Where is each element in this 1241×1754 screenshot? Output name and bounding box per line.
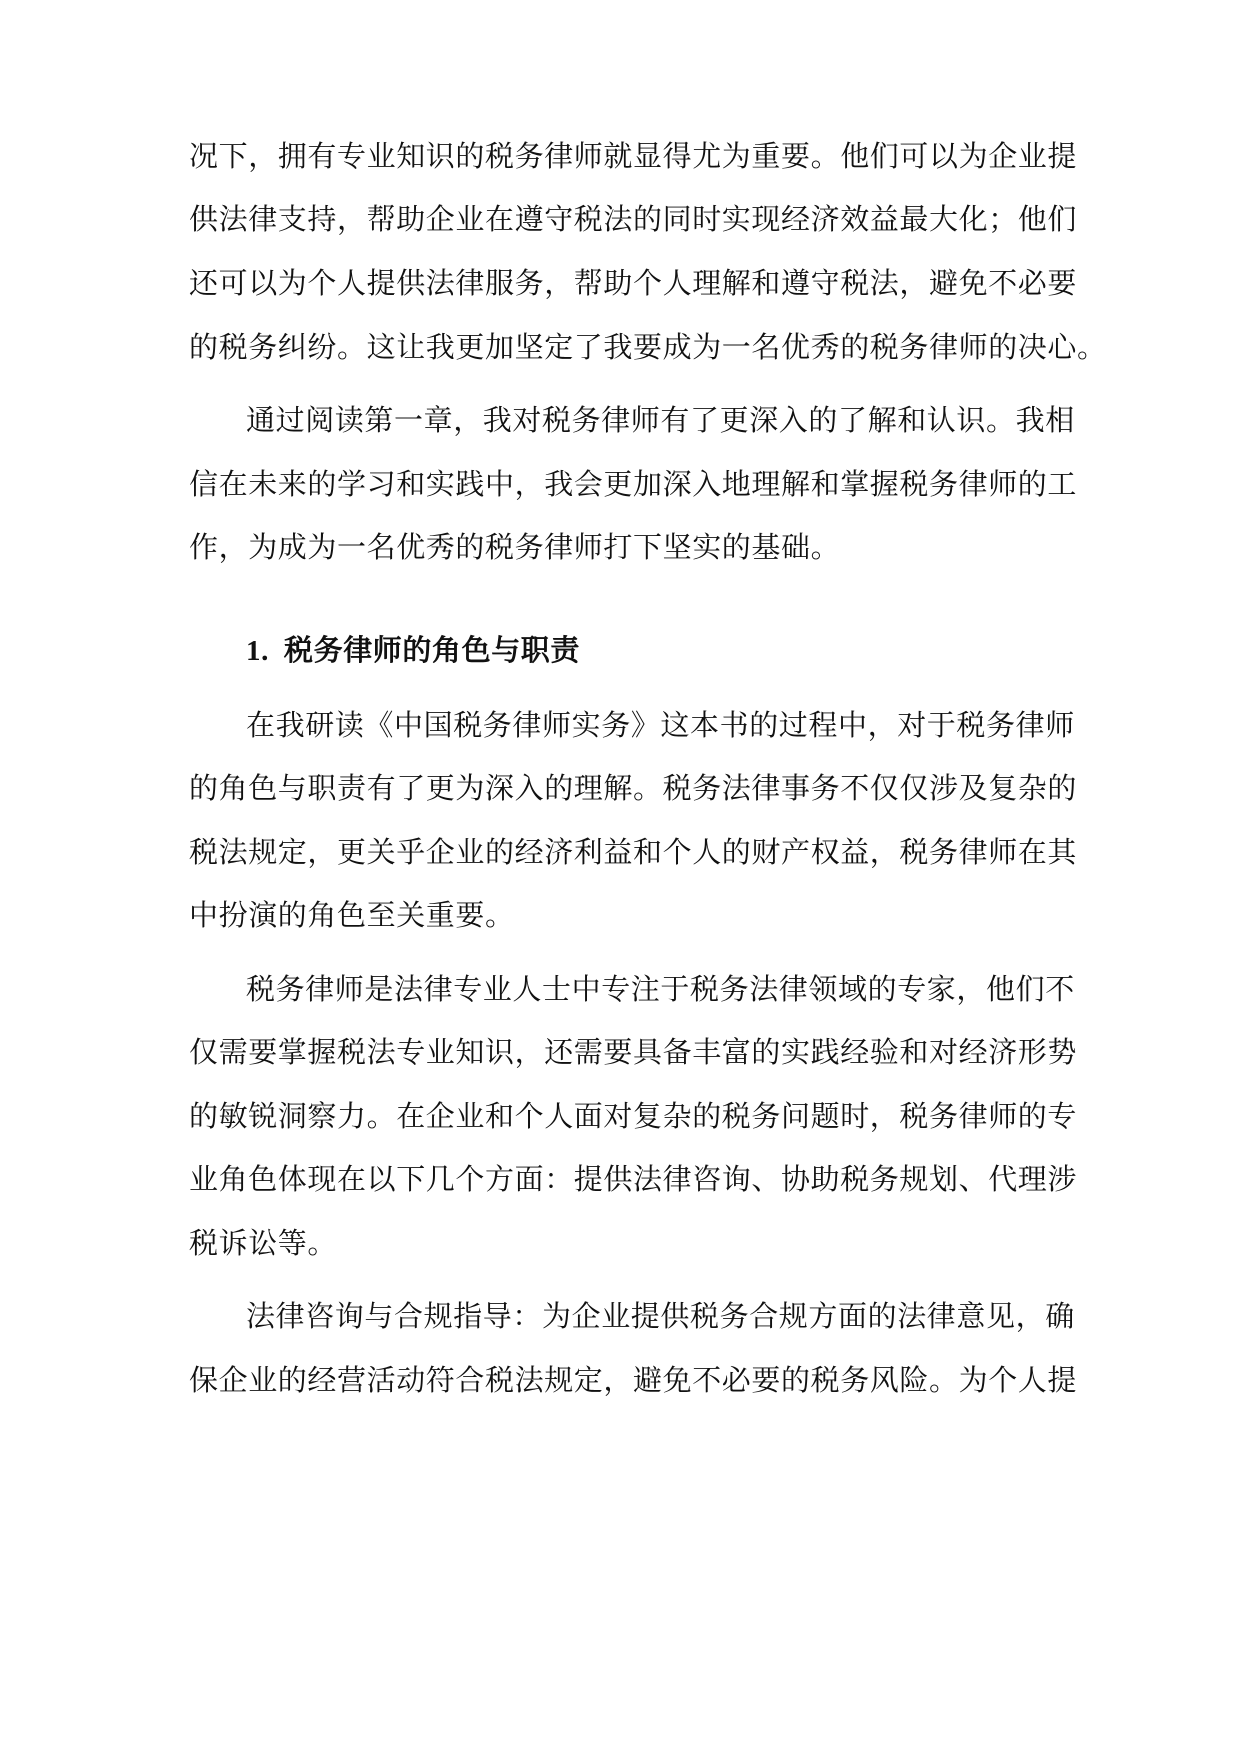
text-line: 仅需要掌握税法专业知识，还需要具备丰富的实践经验和对经济形势	[189, 1035, 1078, 1069]
text-line: 供法律支持，帮助企业在遵守税法的同时实现经济效益最大化；他们	[189, 202, 1078, 236]
text-line: 况下，拥有专业知识的税务律师就显得尤为重要。他们可以为企业提	[189, 139, 1078, 173]
section-title: 税务律师的角色与职责	[284, 633, 581, 667]
paragraph-first-line: 通过阅读第一章，我对税务律师有了更深入的了解和认识。我相	[246, 403, 1075, 437]
text-line: 中扮演的角色至关重要。	[189, 898, 515, 932]
paragraph-first-line: 在我研读《中国税务律师实务》这本书的过程中，对于税务律师	[246, 708, 1075, 742]
paragraph-first-line: 税务律师是法律专业人士中专注于税务法律领域的专家，他们不	[246, 972, 1075, 1006]
text-line: 还可以为个人提供法律服务，帮助个人理解和遵守税法，避免不必要	[189, 266, 1078, 300]
text-line: 业角色体现在以下几个方面：提供法律咨询、协助税务规划、代理涉	[189, 1162, 1078, 1196]
text-line: 的敏锐洞察力。在企业和个人面对复杂的税务问题时，税务律师的专	[189, 1099, 1078, 1133]
text-line: 作，为成为一名优秀的税务律师打下坚实的基础。	[189, 530, 841, 564]
text-line: 税诉讼等。	[189, 1226, 338, 1260]
text-line: 信在未来的学习和实践中，我会更加深入地理解和掌握税务律师的工	[189, 467, 1078, 501]
paragraph-first-line: 法律咨询与合规指导：为企业提供税务合规方面的法律意见，确	[246, 1299, 1075, 1333]
section-number: 1.	[246, 635, 269, 667]
text-line: 的税务纠纷。这让我更加坚定了我要成为一名优秀的税务律师的决心。	[189, 330, 1107, 364]
text-line: 的角色与职责有了更为深入的理解。税务法律事务不仅仅涉及复杂的	[189, 771, 1078, 805]
text-line: 保企业的经营活动符合税法规定，避免不必要的税务风险。为个人提	[189, 1363, 1078, 1397]
section-heading	[246, 630, 580, 671]
text-line: 税法规定，更关乎企业的经济利益和个人的财产权益，税务律师在其	[189, 835, 1078, 869]
